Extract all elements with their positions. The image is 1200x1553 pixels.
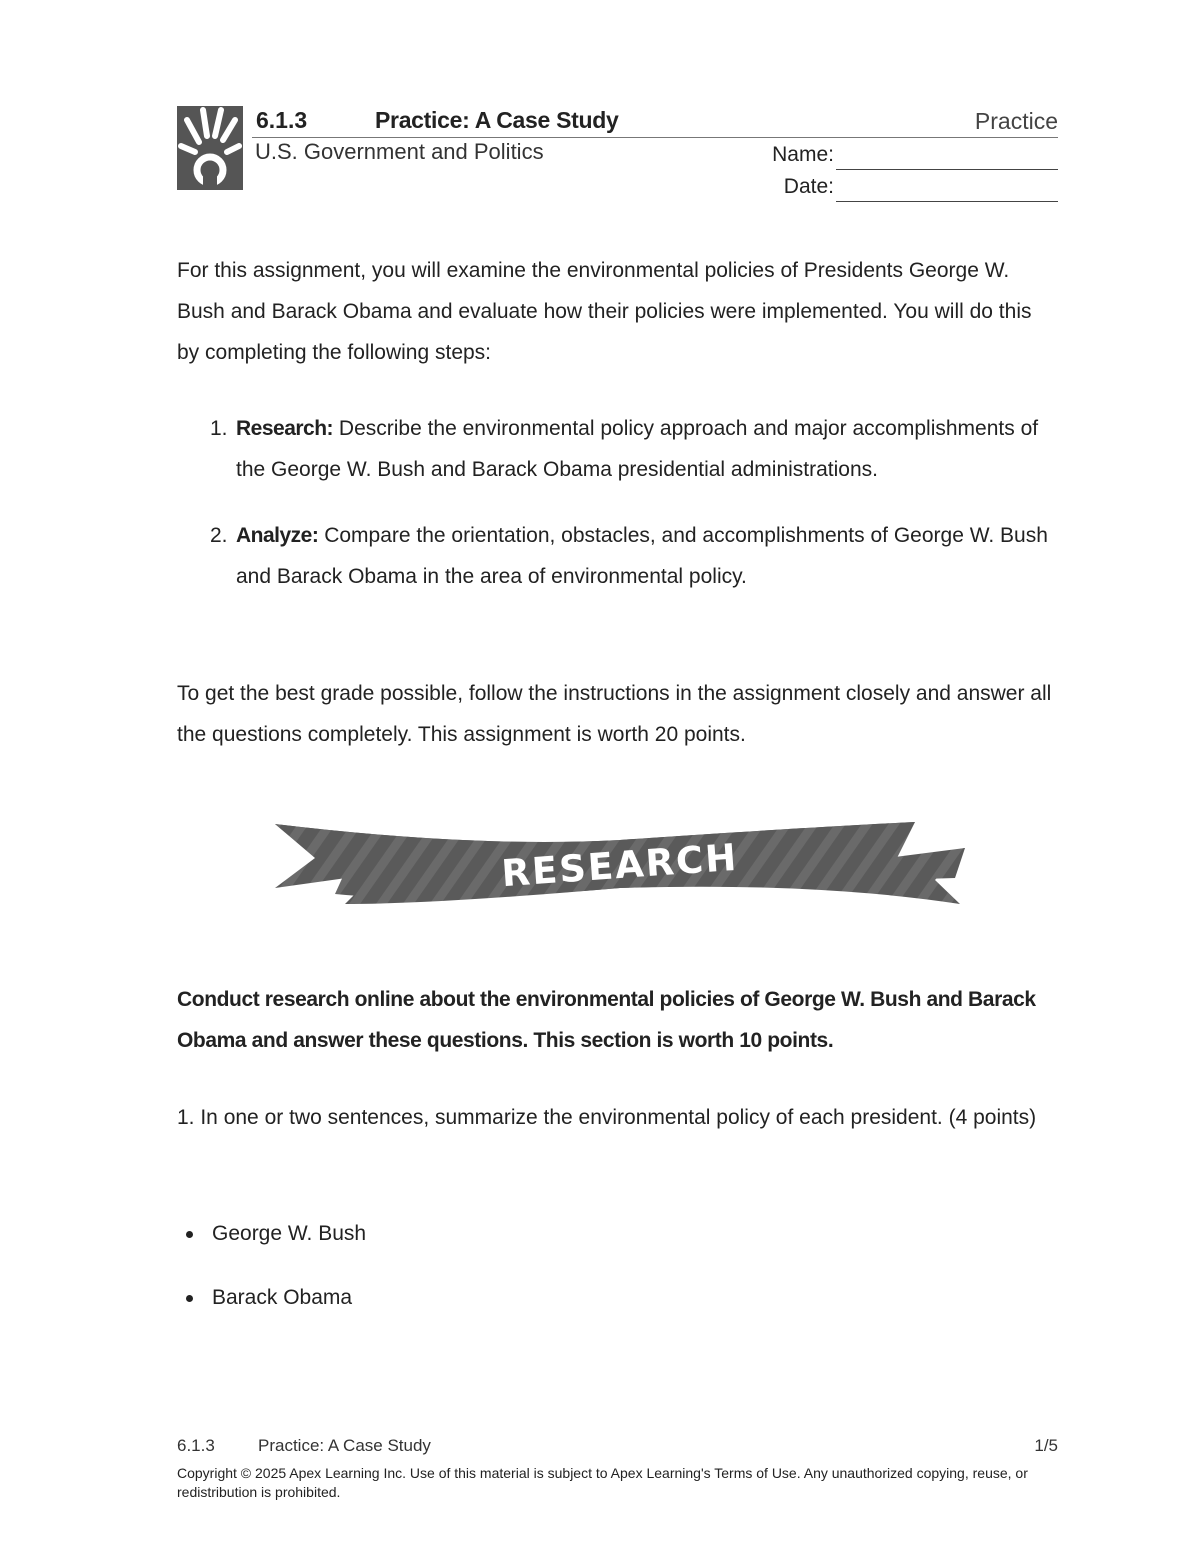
step-item: [177, 515, 1057, 597]
step-number: 1.: [210, 417, 228, 440]
header-divider: [252, 137, 1058, 138]
step-text: Describe the environmental policy approach and major accomplishments of the George W. Bush and Barack Obama presidential administrations.: [236, 417, 1039, 481]
apex-learning-logo-icon: [177, 106, 243, 190]
step-label: Research:: [236, 417, 334, 440]
president-name: George W. Bush: [212, 1222, 367, 1245]
copyright-notice: Copyright © 2025 Apex Learning Inc. Use of this material is subject to Apex Learning's Terms of Use. Any unauthorized copying, reuse, or redistribution is prohibited.: [177, 1465, 1028, 1500]
name-label: Name:: [772, 143, 834, 166]
grading-paragraph: To get the best grade possible, follow the instructions in the assignment closely and answer all the questions completely. This assignment is worth 20 points.: [177, 682, 1052, 746]
step-label: Analyze:: [236, 524, 319, 547]
name-field[interactable]: [836, 169, 1058, 170]
date-field[interactable]: [836, 201, 1058, 202]
intro-paragraph: For this assignment, you will examine the environmental policies of Presidents George W. Bush and Barack Obama and evaluate how their policies were implemented. You will do this by completing the following steps:: [177, 259, 1032, 364]
question-1: 1. In one or two sentences, summarize the environmental policy of each president. (4 points): [177, 1106, 1037, 1129]
lesson-number: 6.1.3: [256, 107, 308, 133]
step-text: Compare the orientation, obstacles, and accomplishments of George W. Bush and Barack Obama in the area of environmental policy.: [236, 524, 1048, 588]
banner-label: RESEARCH: [500, 835, 740, 896]
steps-list: [177, 408, 1057, 597]
bullet-icon: [186, 1231, 193, 1238]
course-name: U.S. Government and Politics: [255, 139, 544, 164]
research-banner: [275, 818, 965, 910]
date-label: Date:: [783, 175, 834, 198]
bullet-icon: [186, 1295, 193, 1302]
step-number: 2.: [210, 524, 228, 547]
footer-lesson-number: 6.1.3: [177, 1436, 215, 1455]
list-item: [177, 1283, 1057, 1347]
president-name: Barack Obama: [212, 1286, 353, 1309]
activity-type: Practice: [974, 108, 1058, 134]
footer-lesson-title: Practice: A Case Study: [258, 1436, 431, 1455]
step-item: [177, 408, 1057, 490]
list-item: [177, 1219, 1057, 1283]
page-number: 1/5: [1034, 1436, 1058, 1455]
president-list: [177, 1219, 1057, 1347]
lesson-title: Practice: A Case Study: [375, 107, 619, 133]
research-instructions: Conduct research online about the environmental policies of George W. Bush and Barack Obama and answer these questions. This section is worth 10 points.: [177, 988, 1036, 1052]
